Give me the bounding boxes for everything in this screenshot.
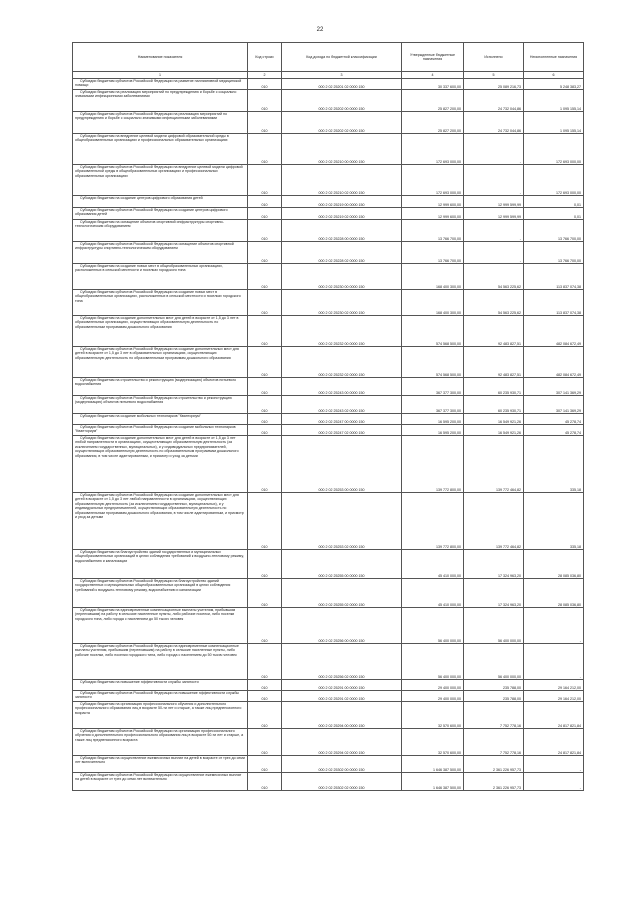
- row-line-code: 010: [248, 414, 282, 425]
- row-executed: 24 732 044,86: [464, 112, 524, 134]
- row-executed: 16 549 921,26: [464, 414, 524, 425]
- table-row: [73, 316, 584, 347]
- row-line-code: 010: [248, 756, 282, 773]
- table-row: [73, 493, 584, 550]
- row-name: Субсидии бюджетам на реализацию мероприятий по предупреждению и борьбе с социально значимыми инфекционными заболеваниями: [73, 90, 248, 112]
- row-approved: 29 400 000,00: [402, 691, 464, 702]
- row-approved: 56 400 000,00: [402, 644, 464, 680]
- row-unexecuted: -: [524, 773, 584, 791]
- header-line-code: Код строки: [248, 43, 282, 72]
- row-name: Субсидии бюджетам на организацию профессионального обучения и дополнительного профессионального образования лиц в возрасте 50-ти лет и старше, а также лиц предпенсионного возраста: [73, 702, 248, 729]
- row-income-code: 000 2 02 25219 02 0000 150: [282, 208, 402, 220]
- row-line-code: 010: [248, 134, 282, 165]
- row-approved: 1 646 387 500,00: [402, 773, 464, 791]
- table-row: [73, 436, 584, 493]
- row-executed: 12 999 599,99: [464, 208, 524, 220]
- row-income-code: 000 2 02 25243 02 0000 150: [282, 396, 402, 414]
- row-approved: 367 377 300,00: [402, 378, 464, 396]
- row-approved: 574 568 500,00: [402, 347, 464, 378]
- header-executed: Исполнено: [464, 43, 524, 72]
- row-approved: 168 400 300,00: [402, 264, 464, 290]
- row-approved: 172 693 000,00: [402, 165, 464, 196]
- row-name: Субсидии бюджетам субъектов Российской Федерации на оснащение объектов спортивной инфраструктуры спортивно-технологическим оборудованием: [73, 242, 248, 264]
- row-unexecuted: 29 164 212,00: [524, 691, 584, 702]
- row-income-code: 000 2 02 25256 00 0000 150: [282, 608, 402, 644]
- column-number: 2: [248, 72, 282, 79]
- row-name: Субсидии бюджетам субъектов Российской Федерации на единовременные компенсационные выплаты учителям, прибывшим (переехавшим) на работу в сельские населенные пункты, либо рабочие поселки, либо поселки городского типа, либо города с населением до 50 тысяч человек: [73, 644, 248, 680]
- row-executed: -: [464, 165, 524, 196]
- row-unexecuted: 13 766 700,00: [524, 220, 584, 242]
- table-row: [73, 691, 584, 702]
- table-row: [73, 773, 584, 791]
- row-line-code: 010: [248, 579, 282, 608]
- table-row: [73, 680, 584, 691]
- row-executed: 2 361 226 957,73: [464, 773, 524, 791]
- row-name: Субсидии бюджетам субъектов Российской Федерации на организацию профессионального обучения и дополнительного профессионального образования лиц в возрасте 50-ти лет и старше, а также лиц предпенсионного возраста: [73, 729, 248, 756]
- row-approved: 139 772 800,00: [402, 436, 464, 493]
- table-row: [73, 644, 584, 680]
- column-number-row: [73, 72, 584, 79]
- row-unexecuted: 335,18: [524, 436, 584, 493]
- row-approved: 1 646 387 500,00: [402, 756, 464, 773]
- header-income-code: Код дохода по бюджетной классификации: [282, 43, 402, 72]
- row-unexecuted: 28 085 036,80: [524, 550, 584, 579]
- row-income-code: 000 2 02 25210 02 0000 150: [282, 165, 402, 196]
- table-row: [73, 608, 584, 644]
- row-approved: 16 595 200,00: [402, 414, 464, 425]
- row-line-code: 010: [248, 729, 282, 756]
- row-unexecuted: 29 164 212,00: [524, 680, 584, 691]
- column-number: 4: [402, 72, 464, 79]
- row-income-code: 000 2 02 25202 02 0000 150: [282, 112, 402, 134]
- header-unexecuted: Неисполненные назначения: [524, 43, 584, 72]
- row-unexecuted: 28 085 036,80: [524, 579, 584, 608]
- table-row: [73, 756, 584, 773]
- row-line-code: 010: [248, 644, 282, 680]
- column-number: 1: [73, 72, 248, 79]
- row-income-code: 000 2 02 25232 02 0000 150: [282, 347, 402, 378]
- row-income-code: 000 2 02 25291 02 0000 150: [282, 691, 402, 702]
- row-income-code: 000 2 02 25243 00 0000 150: [282, 378, 402, 396]
- row-unexecuted: 0,01: [524, 208, 584, 220]
- row-executed: -: [464, 242, 524, 264]
- table-row: [73, 165, 584, 196]
- row-income-code: 000 2 02 25294 00 0000 150: [282, 702, 402, 729]
- row-approved: 13 766 700,00: [402, 242, 464, 264]
- row-name: Субсидии бюджетам субъектов Российской Федерации на осуществление ежемесячных выплат на детей в возрасте от трех до семи лет включительно: [73, 773, 248, 791]
- row-income-code: 000 2 02 25228 02 0000 150: [282, 242, 402, 264]
- row-approved: 25 827 200,00: [402, 112, 464, 134]
- row-line-code: 010: [248, 242, 282, 264]
- row-income-code: 000 2 02 25255 02 0000 150: [282, 579, 402, 608]
- row-name: Субсидии бюджетам субъектов Российской Федерации на строительство и реконструкцию (модернизацию) объектов питьевого водоснабжения: [73, 396, 248, 414]
- row-unexecuted: 482 084 672,49: [524, 316, 584, 347]
- row-unexecuted: 1 095 155,14: [524, 112, 584, 134]
- row-unexecuted: -: [524, 644, 584, 680]
- row-line-code: 010: [248, 691, 282, 702]
- row-income-code: 000 2 02 25253 02 0000 150: [282, 493, 402, 550]
- page-number: 22: [316, 27, 324, 33]
- row-income-code: 000 2 02 25256 02 0000 150: [282, 644, 402, 680]
- row-executed: 60 235 930,71: [464, 378, 524, 396]
- row-approved: 12 999 600,00: [402, 208, 464, 220]
- row-unexecuted: 24 817 821,84: [524, 729, 584, 756]
- row-executed: 139 772 464,82: [464, 493, 524, 550]
- table-row: [73, 414, 584, 425]
- row-unexecuted: 24 817 821,84: [524, 702, 584, 729]
- table-header: [73, 43, 584, 79]
- table-row: [73, 208, 584, 220]
- row-unexecuted: -: [524, 756, 584, 773]
- row-approved: 168 400 300,00: [402, 290, 464, 316]
- table-row: [73, 112, 584, 134]
- row-executed: 60 235 930,71: [464, 396, 524, 414]
- row-line-code: 010: [248, 396, 282, 414]
- table-row: [73, 729, 584, 756]
- row-executed: 7 752 778,16: [464, 702, 524, 729]
- row-approved: 25 827 200,00: [402, 90, 464, 112]
- row-income-code: 000 2 02 25202 00 0000 150: [282, 90, 402, 112]
- table-row: [73, 579, 584, 608]
- row-name: Субсидии бюджетам субъектов Российской Федерации на благоустройство зданий государственных и муниципальных общеобразовательных организаций в целях соблюдения требований к воздушно-тепловому режиму, водоснабжению и канализации: [73, 579, 248, 608]
- row-executed: 92 483 827,51: [464, 316, 524, 347]
- row-income-code: 000 2 02 25302 00 0000 150: [282, 756, 402, 773]
- row-name: Субсидии бюджетам на оснащение объектов спортивной инфраструктуры спортивно-технологическим оборудованием: [73, 220, 248, 242]
- row-name: Субсидии бюджетам субъектов Российской Федерации на создание новых мест в общеобразовательных организациях, расположенных в сельской местности и поселках городского типа: [73, 290, 248, 316]
- column-number: 6: [524, 72, 584, 79]
- row-approved: 172 693 000,00: [402, 134, 464, 165]
- row-line-code: 010: [248, 773, 282, 791]
- row-approved: 12 999 600,00: [402, 196, 464, 208]
- row-unexecuted: 0,01: [524, 196, 584, 208]
- row-name: Субсидии бюджетам субъектов Российской Федерации на создание дополнительных мест для детей в возрасте от 1,5 до 3 лет любой направленности в организациях, осуществляющих образовательную деятельность (за исключением государственных, муниципальных), и у индивидуальных предпринимателей, осуществляющих образовательную деятельность по образовательным программам дошкольного образования, в том числе адаптированным, и присмотр и уход за детьми: [73, 493, 248, 550]
- row-executed: 12 999 599,99: [464, 196, 524, 208]
- row-line-code: 010: [248, 702, 282, 729]
- row-line-code: 010: [248, 436, 282, 493]
- row-name: Субсидии бюджетам на благоустройство зданий государственных и муниципальных общеобразовательных организаций в целях соблюдения требований к воздушно-тепловому режиму, водоснабжению и канализации: [73, 550, 248, 579]
- table-row: [73, 425, 584, 436]
- table-row: [73, 347, 584, 378]
- row-line-code: 010: [248, 316, 282, 347]
- row-unexecuted: 113 837 074,38: [524, 290, 584, 316]
- row-line-code: 010: [248, 550, 282, 579]
- row-executed: 54 563 225,62: [464, 290, 524, 316]
- row-approved: 574 568 500,00: [402, 316, 464, 347]
- row-name: Субсидии бюджетам на строительство и реконструкцию (модернизацию) объектов питьевого водоснабжения: [73, 378, 248, 396]
- row-income-code: 000 2 02 25247 02 0000 150: [282, 425, 402, 436]
- row-income-code: 000 2 02 25302 02 0000 150: [282, 773, 402, 791]
- row-line-code: 010: [248, 264, 282, 290]
- column-number: 3: [282, 72, 402, 79]
- row-unexecuted: 45 278,74: [524, 425, 584, 436]
- row-approved: 30 337 600,00: [402, 79, 464, 90]
- row-line-code: 010: [248, 208, 282, 220]
- table-row: [73, 264, 584, 290]
- row-line-code: 010: [248, 347, 282, 378]
- row-approved: 45 410 000,00: [402, 579, 464, 608]
- row-executed: 2 361 226 957,73: [464, 756, 524, 773]
- row-approved: 32 570 600,00: [402, 729, 464, 756]
- column-number: 5: [464, 72, 524, 79]
- budget-execution-table: [72, 42, 584, 791]
- row-name: Субсидии бюджетам субъектов Российской Федерации на развитие паллиативной медицинской помощи: [73, 79, 248, 90]
- row-income-code: 000 2 02 25232 00 0000 150: [282, 316, 402, 347]
- row-executed: 24 732 044,86: [464, 90, 524, 112]
- row-executed: 92 483 827,51: [464, 347, 524, 378]
- row-income-code: 000 2 02 25255 00 0000 150: [282, 550, 402, 579]
- row-executed: -: [464, 220, 524, 242]
- row-income-code: 000 2 02 25291 00 0000 150: [282, 680, 402, 691]
- row-name: Субсидии бюджетам на создание дополнительных мест для детей в возрасте от 1,5 до 3 лет в образовательных организациях, осуществляющих образовательную деятельность по образовательным программам дошкольного образования: [73, 316, 248, 347]
- table-row: [73, 702, 584, 729]
- row-unexecuted: 45 278,74: [524, 414, 584, 425]
- row-income-code: 000 2 02 25219 00 0000 150: [282, 196, 402, 208]
- row-line-code: 010: [248, 165, 282, 196]
- row-name: Субсидии бюджетам субъектов Российской Федерации на повышение эффективности службы занятости: [73, 691, 248, 702]
- row-name: Субсидии бюджетам на осуществление ежемесячных выплат на детей в возрасте от трех до семи лет включительно: [73, 756, 248, 773]
- row-unexecuted: 172 693 000,00: [524, 165, 584, 196]
- row-line-code: 010: [248, 79, 282, 90]
- row-unexecuted: 13 766 700,00: [524, 242, 584, 264]
- row-executed: 7 752 778,16: [464, 729, 524, 756]
- header-approved: Утвержденные бюджетные назначения: [402, 43, 464, 72]
- row-line-code: 010: [248, 608, 282, 644]
- row-unexecuted: 307 141 369,29: [524, 378, 584, 396]
- table-row: [73, 290, 584, 316]
- row-line-code: 010: [248, 196, 282, 208]
- row-name: Субсидии бюджетам на повышение эффективности службы занятости: [73, 680, 248, 691]
- row-executed: 139 772 464,82: [464, 436, 524, 493]
- row-line-code: 010: [248, 680, 282, 691]
- row-executed: 54 563 225,62: [464, 264, 524, 290]
- row-line-code: 010: [248, 90, 282, 112]
- row-approved: 32 570 600,00: [402, 702, 464, 729]
- row-executed: 56 400 000,00: [464, 644, 524, 680]
- row-executed: 16 549 921,26: [464, 425, 524, 436]
- row-name: Субсидии бюджетам на создание мобильных технопарков "Кванториум": [73, 414, 248, 425]
- row-income-code: 000 2 02 25210 00 0000 150: [282, 134, 402, 165]
- row-line-code: 010: [248, 290, 282, 316]
- row-executed: -: [464, 134, 524, 165]
- table-row: [73, 79, 584, 90]
- table-row: [73, 242, 584, 264]
- row-income-code: 000 2 02 25230 00 0000 150: [282, 264, 402, 290]
- row-name: Субсидии бюджетам субъектов Российской Федерации на создание мобильных технопарков "Кванториум": [73, 425, 248, 436]
- row-income-code: 000 2 02 25253 00 0000 150: [282, 436, 402, 493]
- row-executed: 17 324 963,20: [464, 579, 524, 608]
- row-name: Субсидии бюджетам субъектов Российской Федерации на создание дополнительных мест для детей в возрасте от 1,5 до 3 лет в образовательных организациях, осуществляющих образовательную деятельность по образовательным программам дошкольного образования: [73, 347, 248, 378]
- row-name: Субсидии бюджетам на внедрение целевой модели цифровой образовательной среды в общеобразовательных организациях и профессиональных образовательных организациях: [73, 134, 248, 165]
- row-line-code: 010: [248, 112, 282, 134]
- row-income-code: 000 2 02 25294 02 0000 150: [282, 729, 402, 756]
- table-row: [73, 396, 584, 414]
- row-name: Субсидии бюджетам субъектов Российской Федерации на внедрение целевой модели цифровой образовательной среды в общеобразовательных организациях и профессиональных образовательных организациях: [73, 165, 248, 196]
- row-income-code: 000 2 02 25228 00 0000 150: [282, 220, 402, 242]
- row-executed: 25 089 216,73: [464, 79, 524, 90]
- row-approved: 56 400 000,00: [402, 608, 464, 644]
- row-approved: 139 772 800,00: [402, 493, 464, 550]
- header-indicator-name: Наименование показателя: [73, 43, 248, 72]
- row-unexecuted: 1 095 155,14: [524, 90, 584, 112]
- row-line-code: 010: [248, 220, 282, 242]
- header-row: [73, 43, 584, 72]
- table-row: [73, 90, 584, 112]
- row-unexecuted: 172 693 000,00: [524, 134, 584, 165]
- row-unexecuted: 335,18: [524, 493, 584, 550]
- table-row: [73, 220, 584, 242]
- row-name: Субсидии бюджетам субъектов Российской Федерации на создание центров цифрового образования детей: [73, 208, 248, 220]
- row-income-code: 000 2 02 25247 00 0000 150: [282, 414, 402, 425]
- row-name: Субсидии бюджетам на единовременные компенсационные выплаты учителям, прибывшим (переехавшим) на работу в сельские населенные пункты, либо рабочие поселки, либо поселки городского типа, либо города с населением до 50 тысяч человек: [73, 608, 248, 644]
- row-approved: 367 377 300,00: [402, 396, 464, 414]
- row-name: Субсидии бюджетам субъектов Российской Федерации на реализацию мероприятий по предупреждению и борьбе с социально значимыми инфекционными заболеваниями: [73, 112, 248, 134]
- row-approved: 45 410 000,00: [402, 550, 464, 579]
- row-executed: 56 400 000,00: [464, 608, 524, 644]
- row-income-code: 000 2 02 25230 02 0000 150: [282, 290, 402, 316]
- row-approved: 29 400 000,00: [402, 680, 464, 691]
- row-executed: 235 788,00: [464, 691, 524, 702]
- table-row: [73, 134, 584, 165]
- table-row: [73, 550, 584, 579]
- row-name: Субсидии бюджетам на создание новых мест в общеобразовательных организациях, расположенных в сельской местности и поселках городского типа: [73, 264, 248, 290]
- row-unexecuted: 307 141 369,29: [524, 396, 584, 414]
- table-row: [73, 378, 584, 396]
- row-approved: 16 595 200,00: [402, 425, 464, 436]
- row-income-code: 000 2 02 25201 02 0000 150: [282, 79, 402, 90]
- row-unexecuted: 113 837 074,38: [524, 264, 584, 290]
- row-executed: 17 324 963,20: [464, 550, 524, 579]
- table-body: [73, 79, 584, 791]
- row-executed: 235 788,00: [464, 680, 524, 691]
- row-unexecuted: -: [524, 608, 584, 644]
- row-unexecuted: 482 084 672,49: [524, 347, 584, 378]
- row-line-code: 010: [248, 493, 282, 550]
- row-line-code: 010: [248, 425, 282, 436]
- row-approved: 13 766 700,00: [402, 220, 464, 242]
- table-row: [73, 196, 584, 208]
- row-name: Субсидии бюджетам на создание центров цифрового образования детей: [73, 196, 248, 208]
- row-name: Субсидии бюджетам на создание дополнительных мест для детей в возрасте от 1,5 до 3 лет любой направленности в организациях, осуществляющих образовательную деятельность (за исключением государственных, муниципальных), и у индивидуальных предпринимателей, осуществляющих образовательную деятельность по образовательным программам дошкольного образования, в том числе адаптированным, и присмотр и уход за детьми: [73, 436, 248, 493]
- row-line-code: 010: [248, 378, 282, 396]
- row-unexecuted: 5 248 383,27: [524, 79, 584, 90]
